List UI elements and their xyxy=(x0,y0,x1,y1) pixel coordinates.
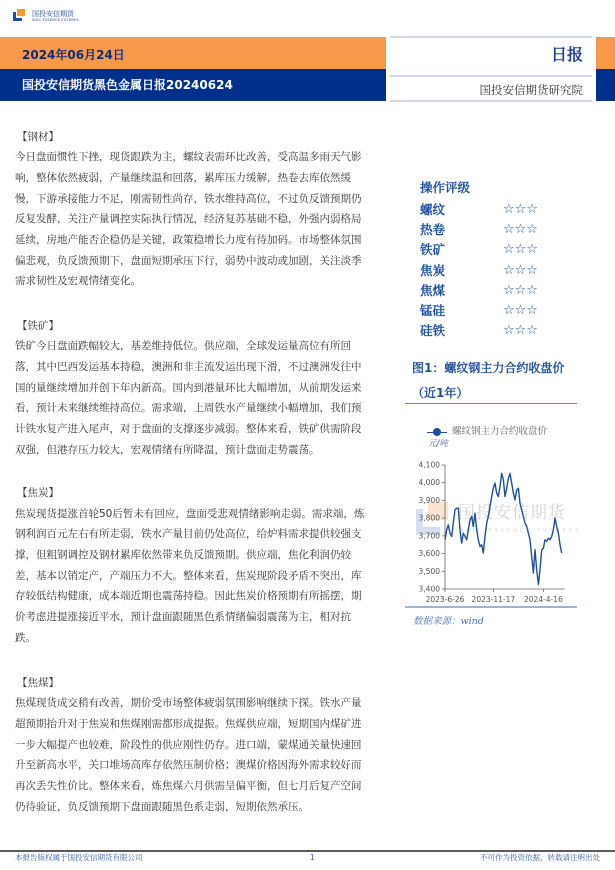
paragraph-line: 需求韧性及宏观情绪变化。 xyxy=(15,275,141,288)
x-tick-label: 2023-6-26 xyxy=(425,595,465,604)
figure-divider-bottom xyxy=(405,606,577,608)
paragraph-line: 跌。 xyxy=(15,631,36,644)
outline-star-icon: ☆☆☆ xyxy=(503,323,538,339)
section-coking-coal xyxy=(15,673,375,818)
rating-label: 硅铁 xyxy=(420,323,446,339)
y-tick-label: 4,000 xyxy=(418,478,440,488)
price-chart xyxy=(405,420,595,615)
y-tick-label: 3,600 xyxy=(418,549,440,559)
paragraph-line: 焦炭现货提涨首轮50后暂未有回应，盘面受悲观情绪影响走弱。需求端，炼 xyxy=(15,507,365,520)
x-axis xyxy=(426,589,565,604)
paragraph-line: 焦煤现货成交稍有改善，期价受市场整体疲弱氛围影响继续下探。铁水产量 xyxy=(15,697,362,710)
section-steel xyxy=(15,127,375,293)
outline-star-icon: ☆☆☆ xyxy=(503,222,538,238)
header-rule-bottom xyxy=(390,100,592,102)
outline-star-icon: ☆☆☆ xyxy=(503,282,538,298)
paragraph-line: 响，整体依然疲弱，产量继续温和回落，累库压力缓解，热卷去库依然缓 xyxy=(15,171,351,184)
section-iron-ore xyxy=(15,316,375,461)
rating-title: 操作评级 xyxy=(420,180,471,195)
logo-name: 国投安信期货 xyxy=(32,10,74,18)
figure-divider-top xyxy=(405,403,577,404)
paragraph-line: 双强，但港存压力较大，宏观情绪有所降温，预计盘面走势震荡。 xyxy=(15,443,320,456)
y-tick-label: 4,100 xyxy=(418,460,440,470)
paragraph-line: 慢，下游承接能力不足，刚需韧性尚存，铁水维持高位，不过负反馈预期仍 xyxy=(15,192,362,205)
rating-label: 焦炭 xyxy=(420,262,446,278)
rating-row xyxy=(420,200,600,220)
rating-row xyxy=(420,220,600,240)
y-tick-label: 3,400 xyxy=(418,584,440,594)
paragraph-line: 铁矿今日盘面跌幅较大，基差维持低位。供应端，全球发运量高位有所回 xyxy=(15,340,351,353)
header-rule-top xyxy=(390,36,592,38)
logo-subtitle: SDIC ESSENCE FUTURES xyxy=(32,18,79,22)
paragraph-line: 超预期抬升对于焦炭和焦煤刚需都形成提振。焦煤供应端，短期国内煤矿进 xyxy=(15,717,362,730)
watermark-subtext: SDIC ESSENCE FUTURES xyxy=(460,528,582,534)
header-right-strip-navy xyxy=(596,69,615,101)
rating-row xyxy=(420,240,600,260)
paragraph-line: 一步大幅提产也较难，阶段性的供应刚性仍存。进口端，蒙煤通关量快速回 xyxy=(15,738,362,751)
paragraph-line: 升至新高水平，关口堆场高库存依然压制价格；澳煤价格因海外需求较好而 xyxy=(15,759,362,772)
paragraph-line: 价考虑进提涨接近平水，预计盘面跟随黑色系情绪偏弱震荡为主，相对抗 xyxy=(15,611,351,624)
header-rule-middle xyxy=(390,75,592,77)
paragraph-line: 今日盘面惯性下挫，现货跟跌为主，螺纹表需环比改善，受高温多雨天气影 xyxy=(15,151,362,164)
rating-label: 锰硅 xyxy=(420,302,446,318)
rating-label: 焦煤 xyxy=(420,282,446,298)
page-number: 1 xyxy=(310,853,315,862)
section-heading: 【铁矿】 xyxy=(17,319,59,332)
report-title: 国投安信期货黑色金属日报20240624 xyxy=(22,78,233,92)
paragraph-line: 计铁水复产进入尾声，对于盘面的支撑逐步减弱。整体来看，铁矿供需阶段 xyxy=(15,423,362,436)
figure-title: 图1：螺纹钢主力合约收盘价 xyxy=(412,361,565,375)
footer-disclaimer: 不可作为投资依据，转载请注明出处 xyxy=(480,853,600,862)
paragraph-line: 差，基本以销定产，产端压力不大。整体来看，焦炭现阶段矛盾不突出，库 xyxy=(15,569,362,582)
paragraph-line: 仍待验证，负反馈预期下盘面跟随黑色系走弱，短期依然承压。 xyxy=(15,800,309,813)
logo-icon xyxy=(13,9,26,21)
outline-star-icon: ☆☆☆ xyxy=(503,302,538,318)
section-heading: 【焦煤】 xyxy=(17,676,59,689)
y-tick-label: 3,700 xyxy=(418,531,440,541)
y-tick-label: 3,800 xyxy=(418,513,440,523)
header-right-strip-orange xyxy=(596,37,615,69)
institute-name: 国投安信期货研究院 xyxy=(479,83,583,97)
paragraph-line: 看，预计未来继续维持高位。需求端，上周铁水产量继续小幅增加，我们预 xyxy=(15,402,362,415)
rating-row xyxy=(420,321,600,341)
outline-star-icon: ☆☆☆ xyxy=(503,242,538,258)
outline-star-icon: ☆☆☆ xyxy=(503,202,538,217)
paragraph-line: 延续，房地产能否企稳仍是关键，政策稳增长力度有待加码。市场整体氛围 xyxy=(15,234,362,247)
paragraph-line: 落，其中巴西发运基本持稳，澳洲和非主流发运出现下滑，不过澳洲发往中 xyxy=(15,360,362,373)
y-tick-label: 3,500 xyxy=(418,566,440,576)
section-coke xyxy=(15,483,375,649)
section-heading: 【焦炭】 xyxy=(17,487,59,499)
paragraph-line: 存较低结构健康，成本端近期也震荡持稳。因此焦炭价格预期有所摇摆，期 xyxy=(15,590,362,603)
y-tick-label: 3,900 xyxy=(418,495,440,505)
paragraph-line: 钢利润百元左右有所走弱，铁水产量目前仍处高位，给炉料需求提供较强支 xyxy=(15,528,362,541)
rating-row xyxy=(420,301,600,321)
watermark-text: 国投安信期货 xyxy=(458,503,566,523)
section-heading: 【钢材】 xyxy=(17,130,59,143)
y-axis-unit: 元/吨 xyxy=(428,439,448,449)
rating-label: 螺纹 xyxy=(420,202,446,217)
paragraph-line: 撑，但粗钢调控及钢材累库依然带来负反馈预期。供应端，焦化利润仍较 xyxy=(15,549,351,562)
legend-label: 螺纹钢主力合约收盘价 xyxy=(452,426,548,437)
rating-label: 热卷 xyxy=(420,222,446,238)
footer-copyright: 本报告版权属于国投安信期货有限公司 xyxy=(15,853,143,862)
paragraph-line: 国的量继续增加并创下年内新高。国内到港量环比大幅增加，从前期发运来 xyxy=(15,381,362,394)
data-source: 数据来源：wind xyxy=(413,616,484,627)
paragraph-line: 再次丢失性价比。整体来看，炼焦煤六月供需呈偏平衡，但七月后复产空间 xyxy=(15,780,362,793)
report-date: 2024年06月24日 xyxy=(22,48,125,62)
x-tick-label: 2024-4-16 xyxy=(523,595,563,604)
rating-label: 铁矿 xyxy=(420,242,446,258)
outline-star-icon: ☆☆☆ xyxy=(503,262,538,278)
price-line xyxy=(445,473,562,584)
y-axis xyxy=(419,461,445,594)
report-type: 日报 xyxy=(550,45,583,64)
paragraph-line: 偏悲观，负反馈预期下，盘面短期承压下行，弱势中波动或加剧，关注淡季 xyxy=(15,254,362,267)
footer-divider xyxy=(0,850,615,852)
figure-subtitle: （近1年） xyxy=(412,386,469,400)
rating-row xyxy=(420,281,600,301)
paragraph-line: 反复发酵，关注产量调控实际执行情况，经济复苏基础不稳，外强内弱格局 xyxy=(15,213,362,226)
x-tick-label: 2023-11-17 xyxy=(471,595,516,604)
rating-row xyxy=(420,261,600,281)
